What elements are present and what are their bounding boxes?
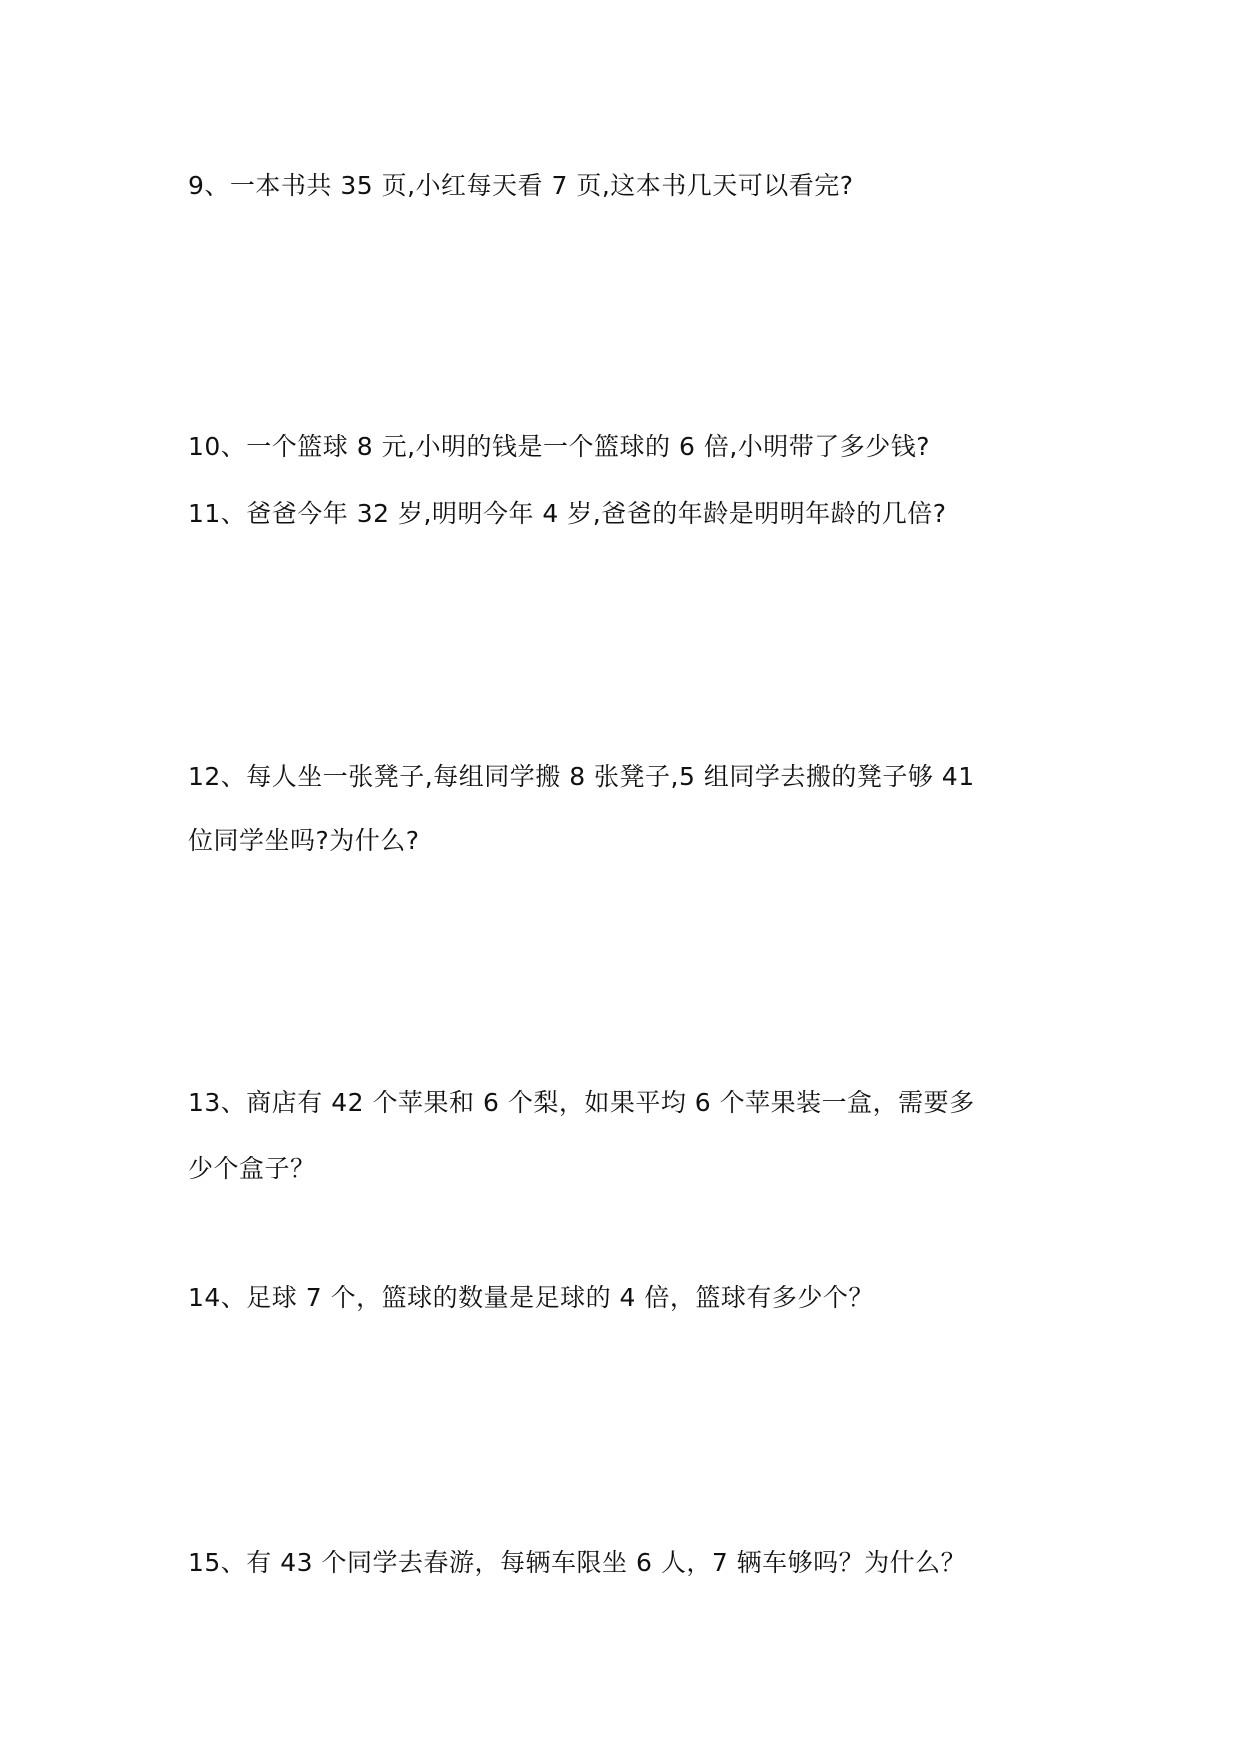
question-12-line-2: 位同学坐吗?为什么? (188, 826, 420, 855)
question-9: 9、一本书共 35 页,小红每天看 7 页,这本书几天可以看完? (188, 171, 854, 200)
question-15: 15、有 43 个同学去春游，每辆车限坐 6 人，7 辆车够吗？为什么？ (188, 1548, 967, 1577)
question-13-line-1: 13、商店有 42 个苹果和 6 个梨，如果平均 6 个苹果装一盒，需要多 (188, 1088, 975, 1117)
question-14: 14、足球 7 个，篮球的数量是足球的 4 倍，篮球有多少个？ (188, 1283, 874, 1312)
question-13-line-2: 少个盒子？ (188, 1154, 316, 1183)
question-12-line-1: 12、每人坐一张凳子,每组同学搬 8 张凳子,5 组同学去搬的凳子够 41 (188, 762, 975, 791)
question-10: 10、一个篮球 8 元,小明的钱是一个篮球的 6 倍,小明带了多少钱? (188, 432, 931, 461)
question-11: 11、爸爸今年 32 岁,明明今年 4 岁,爸爸的年龄是明明年龄的几倍? (188, 499, 947, 528)
